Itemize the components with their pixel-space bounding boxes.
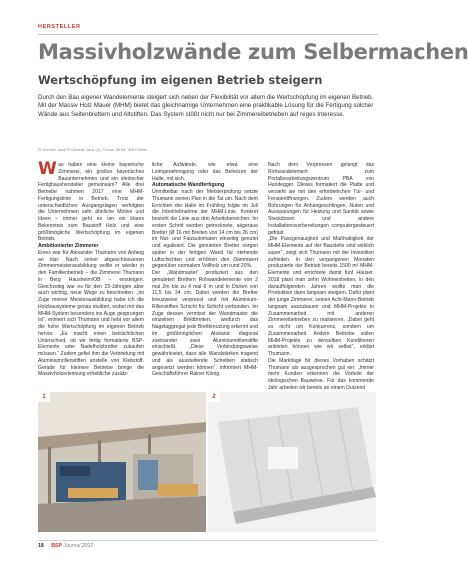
- issue-year: 2017: [81, 543, 94, 549]
- article-lead: Durch den Bau eigener Wandelemente steigert sich neben der Flexibilität vor allem die Wertschöpfung im eigenen Betrieb. Mit der Massiv Holz Mauer (MHM) bietet das gleichnamige Unternehmen eine praktikable Lösung für die Fertigung solcher Wände aus Seitenbrettern und Altstiften. Das System stößt nicht nur bei Zimmereibetrieben auf reges Interesse.: [38, 94, 374, 118]
- figure-number: 1: [38, 392, 50, 402]
- section-heading: Automatische Wandfertigung: [152, 182, 225, 189]
- photo-credit: Fl.Günther Jauk Fl.Günther Jauk (2), Fichus, MHM, Veit Fröhler: [38, 147, 148, 152]
- text-column-1: [38, 159, 144, 378]
- paragraph-text: as haben eine kleine bayerische Zimmerei, ein großes bayerisches Bauunternehmen und ein steirischer Fertighaushersteller gemeinsam? Alle drei Betriebe nahmen 2017 eine MHM-Fertigungslinie in Betrieb. Trotz der unterschiedlichen Ausgangslagen verfolgten die Unternehmen sehr ähnliche Motive und Ideen – immer geht es um ein klares Bekenntnis zum Baustoff Holz und eine größtmögliche Wertschöpfung im eigenen Betrieb.: [38, 162, 144, 243]
- paragraph: Der „Wandmaster“ produziert aus den genuteten Brettern Rohwandelemente von 2 mal 2m bis zu 4 mal 6 m und in Dicken von 11,5 bis 34 cm. Dabei werden die Bretter kreuzweise verpresst und mit Aluminium-Rillenstiften Schicht für Schicht verbunden. Im Zuge dessen vermisst der Wandmaster die einzelnen Brettbreiten, wodurch das Nagelaggregat jede Brettkreuzung erkennt und im größtmöglichen Abstand diagonal zueinander zwei Aluminiumrillenstifte einschießt. „Diese Verbindungsweise gewährleistet, dass alle Wandstärken tragend und als aussteifende Scheiben statisch angesetzt werden können“, informiert MHM-Geschäftsführer Rainer König.: [152, 270, 258, 378]
- paragraph: Die Marktlage für dieses Vorhaben schätzt Thumann als ausgesprochen gut ein: „Immer mehr Kunden erkennen die Vorteile der ökologischen Bauweise. Für das kommende Jahr arbeiten wir bereits an einem Dutzend: [268, 357, 374, 391]
- section-heading: Ambitionierter Zimmerer: [38, 243, 99, 249]
- wall-element-image: [208, 392, 376, 532]
- figure-number: 2: [208, 392, 220, 402]
- paragraph: liche Aufwände, wie etwa eine Leimgenehmigung oder das Beheizen der Halle, mit sich.: [152, 162, 258, 182]
- magazine-prefix: BSP: [51, 543, 62, 549]
- drop-cap: W: [38, 159, 57, 179]
- section-kicker: HERSTELLER: [38, 24, 81, 30]
- text-column-2: [152, 162, 258, 378]
- page-footer: [38, 540, 378, 550]
- article-title: Massivholzwände zum Selbermachen: [38, 40, 468, 64]
- paragraph: Unmittelbar nach der Meisterprüfung setzte Thumann seinen Plan in die Tat um. Nach dem Errichten der Halle im Frühling folgte im Juli die Inbetriebnahme der MHM-Linie. Konkret besteht die Linie aus drei Arbeitsbereichen. Im ersten Schritt werden getrocknete, sägeraue Bretter (Ø 16 mit Breiten von 14 cm bis 26 cm) im Nut- und Falzautomaten einseitig genutet und egalisiert. Die genuteten Bretter sorgen später in der fertigen Wand für stehende Luftschichten und erhöhen den Dämmwert gegenüber normalem Vollholz um rund 20%.: [152, 189, 258, 270]
- wall-element-photo: [208, 392, 376, 532]
- paragraph: Nach dem Verpressen gelangt das Rohwandelement zum Portalbearbeitungszentrum PBA von Hundegger. Dieses formatiert die Platte und versieht sie mit den erforderlichen Tür- und Fensteröffnungen. Zudem werden auch Bohrungen für Anhängeschlingen, Nuten und Aussparungen für Heizung und Sanität sowie Steckdosen und andere Installationsvorbereitungen computergesteuert gefräst.: [268, 162, 374, 236]
- paragraph: [38, 159, 144, 243]
- page-number: 18: [38, 543, 44, 549]
- paragraph: Eines war für Alexander Thumann von Anfang an klar: Nach seiner abgeschlossenen Zimmermeisterausbildung wollte er wieder in den Familienbetrieb – die Zimmerei Thumann in Berg Hausheim/OB – einsteigen. Gleichzeitig war es für den 23-Jährigen aber auch wichtig, neue Wege zu beschreiten. „Im Zuge meiner Meisterausbildung habe ich die Holzbausysteme genau studiert, wobei mir das MHM-System besonders ins Auge gesprungen ist“, erinnert sich Thumann und hebt vor allem die hohe Wertschöpfung im eigenen Betrieb hervor. „Es macht einen beträchtlichen Unterschied, ob wir fertig formatierte BSP-Elemente oder Nadelholzbretter zukaufen müssen.“ Zudem gefiel ihm die Verbindung mit Aluminiumrillenstiften anstelle von Klebstoff. Gerade für kleinere Betriebe bringe die Massivholzerleimung erhebliche zusätz-: [38, 249, 144, 378]
- paragraph: „Die Passgenauigkeit und Maßhaltigkeit der MHM-Elemente auf der Baustelle sind wirklich super“, zeigt sich Thumann mit der Investition zufrieden. In den vergangenen Monaten produzierte der Betrieb bereits 1500 m² MHM-Elemente und errichtete damit fünf Häuser. 2018 plant man zehn Wohneinheiten, in den darauffolgenden Jahren wollte man die Produktion dann langsam steigern. Dafür plant der junge Zimmerer, seinen Acht-Mann-Betrieb langsam auszubauen und MHM-Projekte in Zusammenarbeit mit anderen Zimmereibetrieben zu realisieren. „Dabei geht es nicht um Konkurrenz, sondern um Zusammenarbeit. Andere Betriebe sollen MHM-Projekte zu denselben Konditionen anbieten können wie wir selbst“, erklärt Thumann.: [268, 236, 374, 357]
- factory-photo: [38, 392, 206, 532]
- article-subtitle: Wertschöpfung im eigenen Betrieb steigern: [38, 73, 323, 87]
- magazine-title: Journal: [63, 543, 81, 549]
- text-column-3: [268, 162, 374, 392]
- header-rule: [38, 22, 378, 35]
- magazine-name: [51, 543, 93, 549]
- factory-hall-image: [38, 392, 206, 532]
